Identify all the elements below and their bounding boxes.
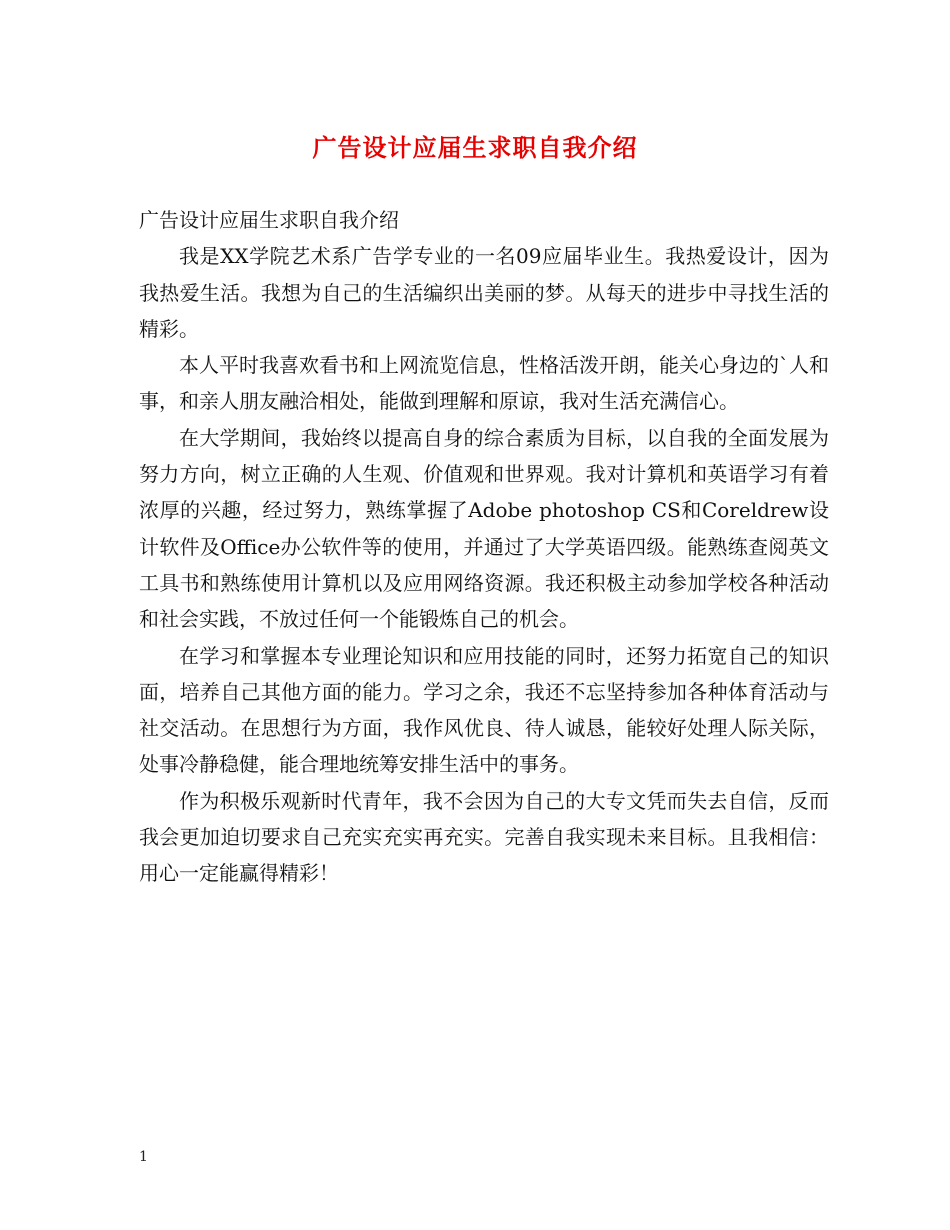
paragraph-4: 在学习和掌握本专业理论知识和应用技能的同时，还努力拓宽自己的知识面，培养自己其他方面的能力。学习之余，我还不忘坚持参加各种体育活动与社交活动。在思想行为方面，我作风优良、待人诚恳，能较好处理人际关际，处事冷静稳健，能合理地统筹安排生活中的事务。 — [139, 643, 829, 777]
paragraph-1: 我是XX学院艺术系广告学专业的一名09应届毕业生。我热爱设计，因为我热爱生活。我想为自己的生活编织出美丽的梦。从每天的进步中寻找生活的精彩。 — [139, 244, 829, 341]
page-number: 1 — [139, 1149, 148, 1165]
page-title: 广告设计应届生求职自我介绍 — [312, 133, 638, 162]
paragraph-3: 在大学期间，我始终以提高自身的综合素质为目标，以自我的全面发展为努力方向，树立正确的人生观、价值观和世界观。我对计算机和英语学习有着浓厚的兴趣，经过努力，熟练掌握了Adobe photoshop CS和Coreldrew设计软件及Office办公软件等的使用，并通过了大学英语四级。能熟练查阅英文工具书和熟练使用计算机以及应用网络资源。我还积极主动参加学校各种活动和社会实践，不放过任何一个能锻炼自己的机会。 — [139, 425, 829, 632]
paragraph-5: 作为积极乐观新时代青年，我不会因为自己的大专文凭而失去自信，反而我会更加迫切要求自己充实充实再充实。完善自我实现未来目标。且我相信：用心一定能赢得精彩！ — [139, 788, 829, 886]
document-subtitle: 广告设计应届生求职自我介绍 — [139, 208, 399, 232]
document-body — [139, 202, 829, 892]
paragraph-2: 本人平时我喜欢看书和上网流览信息，性格活泼开朗，能关心身边的`人和事，和亲人朋友融洽相处，能做到理解和原谅，我对生活充满信心。 — [139, 353, 829, 414]
